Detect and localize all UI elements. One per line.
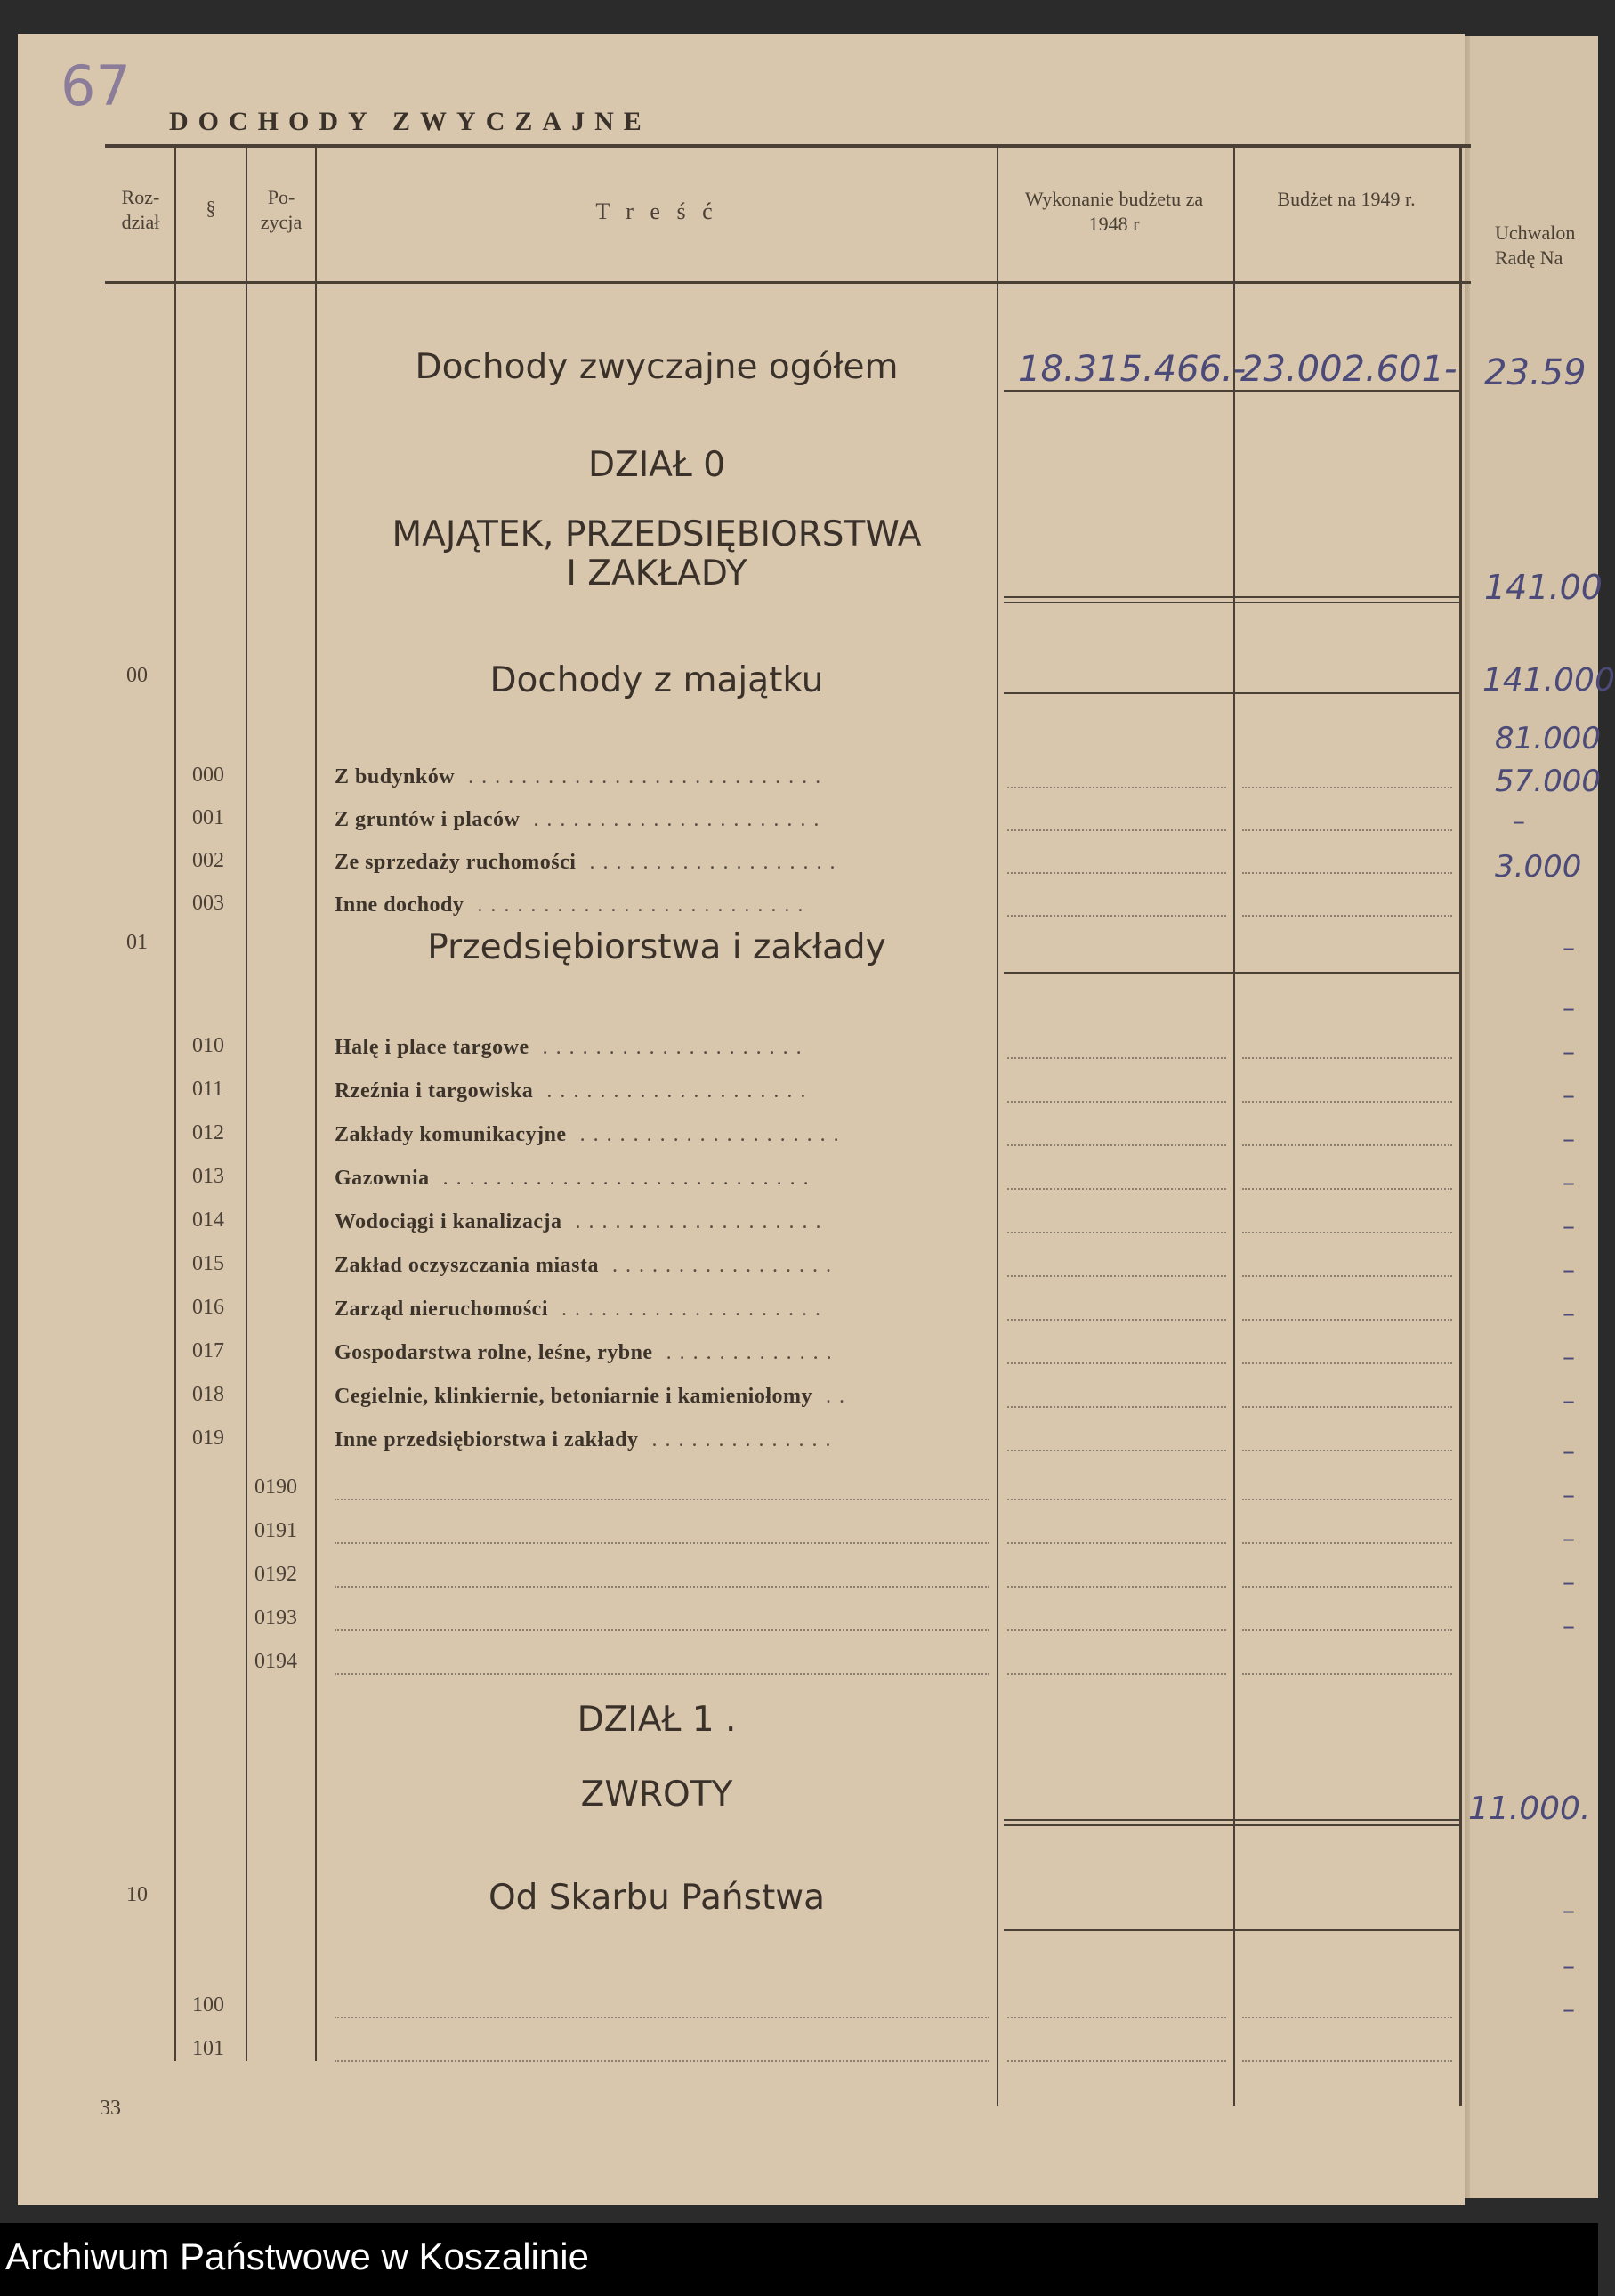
rozdzial10-title: Od Skarbu Państwa — [488, 1878, 826, 1918]
row-guide-wykonanie — [1007, 1144, 1226, 1146]
item-label-text: Z gruntów i placów — [335, 808, 521, 831]
uchwalone-value: – — [1563, 1436, 1575, 1466]
row-guide-budzet — [1242, 1057, 1452, 1059]
rozdzial00-uchwalone: 141.000 — [1482, 662, 1615, 699]
item-label-text: Ze sprzedaży ruchomości — [335, 851, 577, 874]
uchwalone-value: – — [1563, 1255, 1575, 1284]
row-guide-budzet — [1242, 2060, 1452, 2062]
item-label — [335, 1341, 840, 1365]
row-guide-budzet — [1242, 829, 1452, 831]
uchwalone-value: – — [1563, 1480, 1575, 1509]
item-label-text: Gazownia — [335, 1167, 430, 1190]
item-label-text: Wodociągi i kanalizacja — [335, 1210, 562, 1233]
col-header-budzet: Budżet na 1949 r. — [1277, 188, 1416, 210]
paragraph-code: 012 — [192, 1121, 224, 1144]
corner-note: 67 — [61, 53, 131, 118]
leader-dots: ........................... — [455, 765, 829, 788]
row-guide-wykonanie — [1007, 1673, 1226, 1675]
leader-dots: .................... — [529, 1036, 810, 1059]
dzial1-title: DZIAŁ 1 . — [577, 1700, 737, 1740]
item-label-text: Zakłady komunikacyjne — [335, 1123, 567, 1146]
row-guide-wykonanie — [1007, 1188, 1226, 1190]
rozdzial01-uchwalone: – — [1563, 933, 1575, 962]
row-guide-wykonanie — [1007, 787, 1226, 788]
rozdzial00-title: Dochody z majątku — [489, 660, 824, 700]
row-guide-budzet — [1242, 1629, 1452, 1631]
item-label — [335, 808, 827, 832]
row-guide-budzet — [1242, 1232, 1452, 1233]
item-label-text: Zarząd nieruchomości — [335, 1298, 548, 1321]
uchwalone-value: – — [1563, 1994, 1575, 2024]
rozdzial10-code: 10 — [126, 1883, 148, 1906]
dzial0-uchwalone: 141.00 — [1484, 568, 1603, 607]
paragraph-code: 001 — [192, 806, 224, 829]
item-label — [335, 1167, 817, 1191]
uchwalone-value: – — [1563, 1080, 1575, 1110]
col-divider-6 — [1459, 148, 1462, 2106]
row-guide-wykonanie — [1007, 1362, 1226, 1364]
dzial1-subtitle: ZWROTY — [580, 1775, 733, 1815]
col-header-wykonanie: Wykonanie budżetu za 1948 r — [1024, 188, 1204, 235]
row-guide-wykonanie — [1007, 1275, 1226, 1277]
rozdzial10-rule — [1004, 1929, 1459, 1931]
leader-dots: .................... — [566, 1123, 847, 1146]
paragraph-code: 003 — [192, 892, 224, 915]
paragraph-code: 015 — [192, 1252, 224, 1275]
dzial1-rule-2 — [1004, 1824, 1459, 1826]
uchwalone-value: 81.000 — [1495, 721, 1601, 756]
row-guide-wykonanie — [1007, 2060, 1226, 2062]
col-header-paragraf: § — [206, 197, 216, 219]
leader-dots: ................... — [576, 851, 844, 874]
uchwalone-value: 57.000 — [1495, 764, 1601, 799]
paragraph-code: 011 — [192, 1078, 224, 1101]
col-divider-2 — [246, 148, 247, 2061]
leader-dots: .................... — [533, 1079, 814, 1103]
page-header: DOCHODY ZWYCZAJNE — [169, 107, 651, 136]
totals-label: Dochody zwyczajne ogółem — [415, 347, 899, 387]
col-divider-5 — [1233, 148, 1235, 2106]
totals-uchwalone: 23.59 — [1484, 352, 1587, 393]
rozdzial00-code: 00 — [126, 664, 148, 687]
row-guide-budzet — [1242, 1450, 1452, 1451]
table-top-rule — [105, 144, 1471, 148]
item-label-text: Inne przedsiębiorstwa i zakłady — [335, 1428, 639, 1451]
row-guide-wykonanie — [1007, 1542, 1226, 1544]
item-label — [335, 1298, 828, 1322]
rozdzial00-rule — [1004, 692, 1459, 694]
dzial0-title: DZIAŁ 0 — [587, 445, 726, 485]
item-label-text: Inne dochody — [335, 893, 464, 917]
row-guide-wykonanie — [1007, 829, 1226, 831]
leader-dots: .............. — [638, 1428, 839, 1451]
dzial1-uchwalone: 11.000. — [1468, 1791, 1591, 1827]
dzial0-subtitle-2: I ZAKŁADY — [566, 554, 747, 594]
dzial0-rule-2 — [1004, 602, 1459, 603]
row-guide-budzet — [1242, 1144, 1452, 1146]
row-guide-budzet — [1242, 1406, 1452, 1408]
item-label — [335, 1428, 839, 1452]
col-header-pozycja: Po- zycja — [260, 186, 303, 233]
uchwalone-value: – — [1563, 1567, 1575, 1597]
row-guide-budzet — [1242, 1673, 1452, 1675]
col-divider-4 — [997, 148, 998, 2106]
paragraph-code: 101 — [192, 2037, 224, 2060]
paragraph-code: 014 — [192, 1209, 224, 1232]
row-guide-budzet — [1242, 1101, 1452, 1103]
row-guide-wykonanie — [1007, 1406, 1226, 1408]
item-label — [335, 1079, 813, 1104]
item-label-text: Z budynków — [335, 765, 456, 788]
uchwalone-value: – — [1563, 1298, 1575, 1328]
row-guide-budzet — [1242, 1542, 1452, 1544]
row-guide-wykonanie — [1007, 1057, 1226, 1059]
uchwalone-value: – — [1563, 1037, 1575, 1066]
col-header-rozdzial: Roz- dział — [121, 186, 160, 233]
archive-caption: Archiwum Państwowe w Koszalinie — [5, 2235, 589, 2277]
col-divider-1 — [174, 148, 176, 2061]
row-guide-budzet — [1242, 1319, 1452, 1321]
header-bottom-rule — [105, 281, 1471, 284]
leader-dots: ................. — [598, 1254, 839, 1277]
col-header-tresc: T r e ś ć — [595, 198, 718, 224]
rozdzial01-title: Przedsiębiorstwa i zakłady — [427, 927, 886, 967]
row-guide-tresc — [335, 2060, 989, 2062]
dzial0-subtitle-1: MAJĄTEK, PRZEDSIĘBIORSTWA — [392, 514, 922, 554]
row-guide-wykonanie — [1007, 872, 1226, 874]
col-header-uchwalone: Uchwalon Radę Na — [1495, 222, 1576, 269]
row-guide-tresc — [335, 1673, 989, 1675]
position-code: 0193 — [254, 1606, 297, 1629]
paragraph-code: 017 — [192, 1339, 224, 1362]
row-guide-budzet — [1242, 872, 1452, 874]
uchwalone-value: – — [1563, 1124, 1575, 1153]
totals-budzet: 23.002.601- — [1240, 349, 1458, 390]
uchwalone-value: – — [1563, 1524, 1575, 1553]
item-label — [335, 1123, 847, 1147]
rozdzial10-uchwalone: – — [1563, 1896, 1575, 1925]
row-guide-budzet — [1242, 1275, 1452, 1277]
paragraph-code: 100 — [192, 1993, 224, 2017]
row-guide-wykonanie — [1007, 1232, 1226, 1233]
item-label-text: Halę i place targowe — [335, 1036, 529, 1059]
position-code: 0190 — [254, 1475, 297, 1499]
position-code: 0192 — [254, 1563, 297, 1586]
item-label — [335, 1254, 839, 1278]
paragraph-code: 002 — [192, 849, 224, 872]
row-guide-tresc — [335, 1499, 989, 1500]
item-label — [335, 1385, 852, 1409]
uchwalone-value: – — [1563, 1211, 1575, 1241]
item-label-text: Rzeźnia i targowiska — [335, 1079, 534, 1103]
paragraph-code: 000 — [192, 764, 224, 787]
uchwalone-value: – — [1563, 1611, 1575, 1640]
row-guide-budzet — [1242, 1499, 1452, 1500]
leader-dots: ................... — [561, 1210, 829, 1233]
row-guide-wykonanie — [1007, 2017, 1226, 2018]
paragraph-code: 019 — [192, 1427, 224, 1450]
row-guide-wykonanie — [1007, 1629, 1226, 1631]
leader-dots: ............. — [652, 1341, 840, 1364]
paragraph-code: 013 — [192, 1165, 224, 1188]
paragraph-code: 018 — [192, 1383, 224, 1406]
uchwalone-value: 3.000 — [1495, 849, 1582, 885]
paragraph-code: 016 — [192, 1296, 224, 1319]
row-guide-tresc — [335, 1586, 989, 1588]
uchwalone-value: – — [1563, 1342, 1575, 1371]
row-guide-budzet — [1242, 915, 1452, 917]
leader-dots: ......................... — [464, 893, 812, 917]
row-guide-budzet — [1242, 787, 1452, 788]
row-guide-wykonanie — [1007, 1450, 1226, 1451]
uchwalone-value: – — [1563, 993, 1575, 1023]
row-guide-wykonanie — [1007, 1499, 1226, 1500]
row-guide-wykonanie — [1007, 1101, 1226, 1103]
row-guide-wykonanie — [1007, 1319, 1226, 1321]
page-number: 33 — [100, 2097, 121, 2120]
uchwalone-value: – — [1563, 1168, 1575, 1197]
item-label — [335, 1036, 810, 1060]
dzial0-rule — [1004, 596, 1459, 598]
item-label — [335, 1210, 829, 1234]
uchwalone-value: – — [1513, 806, 1525, 836]
paragraph-code: 010 — [192, 1034, 224, 1057]
item-label — [335, 765, 828, 789]
row-guide-budzet — [1242, 1586, 1452, 1588]
archive-footer — [0, 2223, 1598, 2296]
totals-underline — [1004, 390, 1459, 392]
item-label — [335, 851, 843, 875]
item-label-text: Gospodarstwa rolne, leśne, rybne — [335, 1341, 653, 1364]
row-guide-tresc — [335, 2017, 989, 2018]
uchwalone-value: – — [1563, 1386, 1575, 1415]
uchwalone-value: – — [1563, 1951, 1575, 1980]
rozdzial01-rule — [1004, 972, 1459, 974]
item-label-text: Cegielnie, klinkiernie, betoniarnie i kamieniołomy — [335, 1385, 812, 1408]
row-guide-tresc — [335, 1542, 989, 1544]
row-guide-budzet — [1242, 2017, 1452, 2018]
row-guide-budzet — [1242, 1362, 1452, 1364]
position-code: 0191 — [254, 1519, 297, 1542]
leader-dots: ............................ — [429, 1167, 817, 1190]
row-guide-wykonanie — [1007, 1586, 1226, 1588]
row-guide-budzet — [1242, 1188, 1452, 1190]
item-label-text: Zakład oczyszczania miasta — [335, 1254, 599, 1277]
position-code: 0194 — [254, 1650, 297, 1673]
leader-dots: .................... — [547, 1298, 828, 1321]
item-label — [335, 893, 811, 918]
row-guide-tresc — [335, 1629, 989, 1631]
dzial1-rule — [1004, 1819, 1459, 1821]
rozdzial01-code: 01 — [126, 931, 148, 954]
leader-dots: ...................... — [520, 808, 828, 831]
leader-dots: .. — [812, 1385, 852, 1408]
totals-wykonanie: 18.315.466.- — [1018, 349, 1247, 390]
row-guide-wykonanie — [1007, 915, 1226, 917]
